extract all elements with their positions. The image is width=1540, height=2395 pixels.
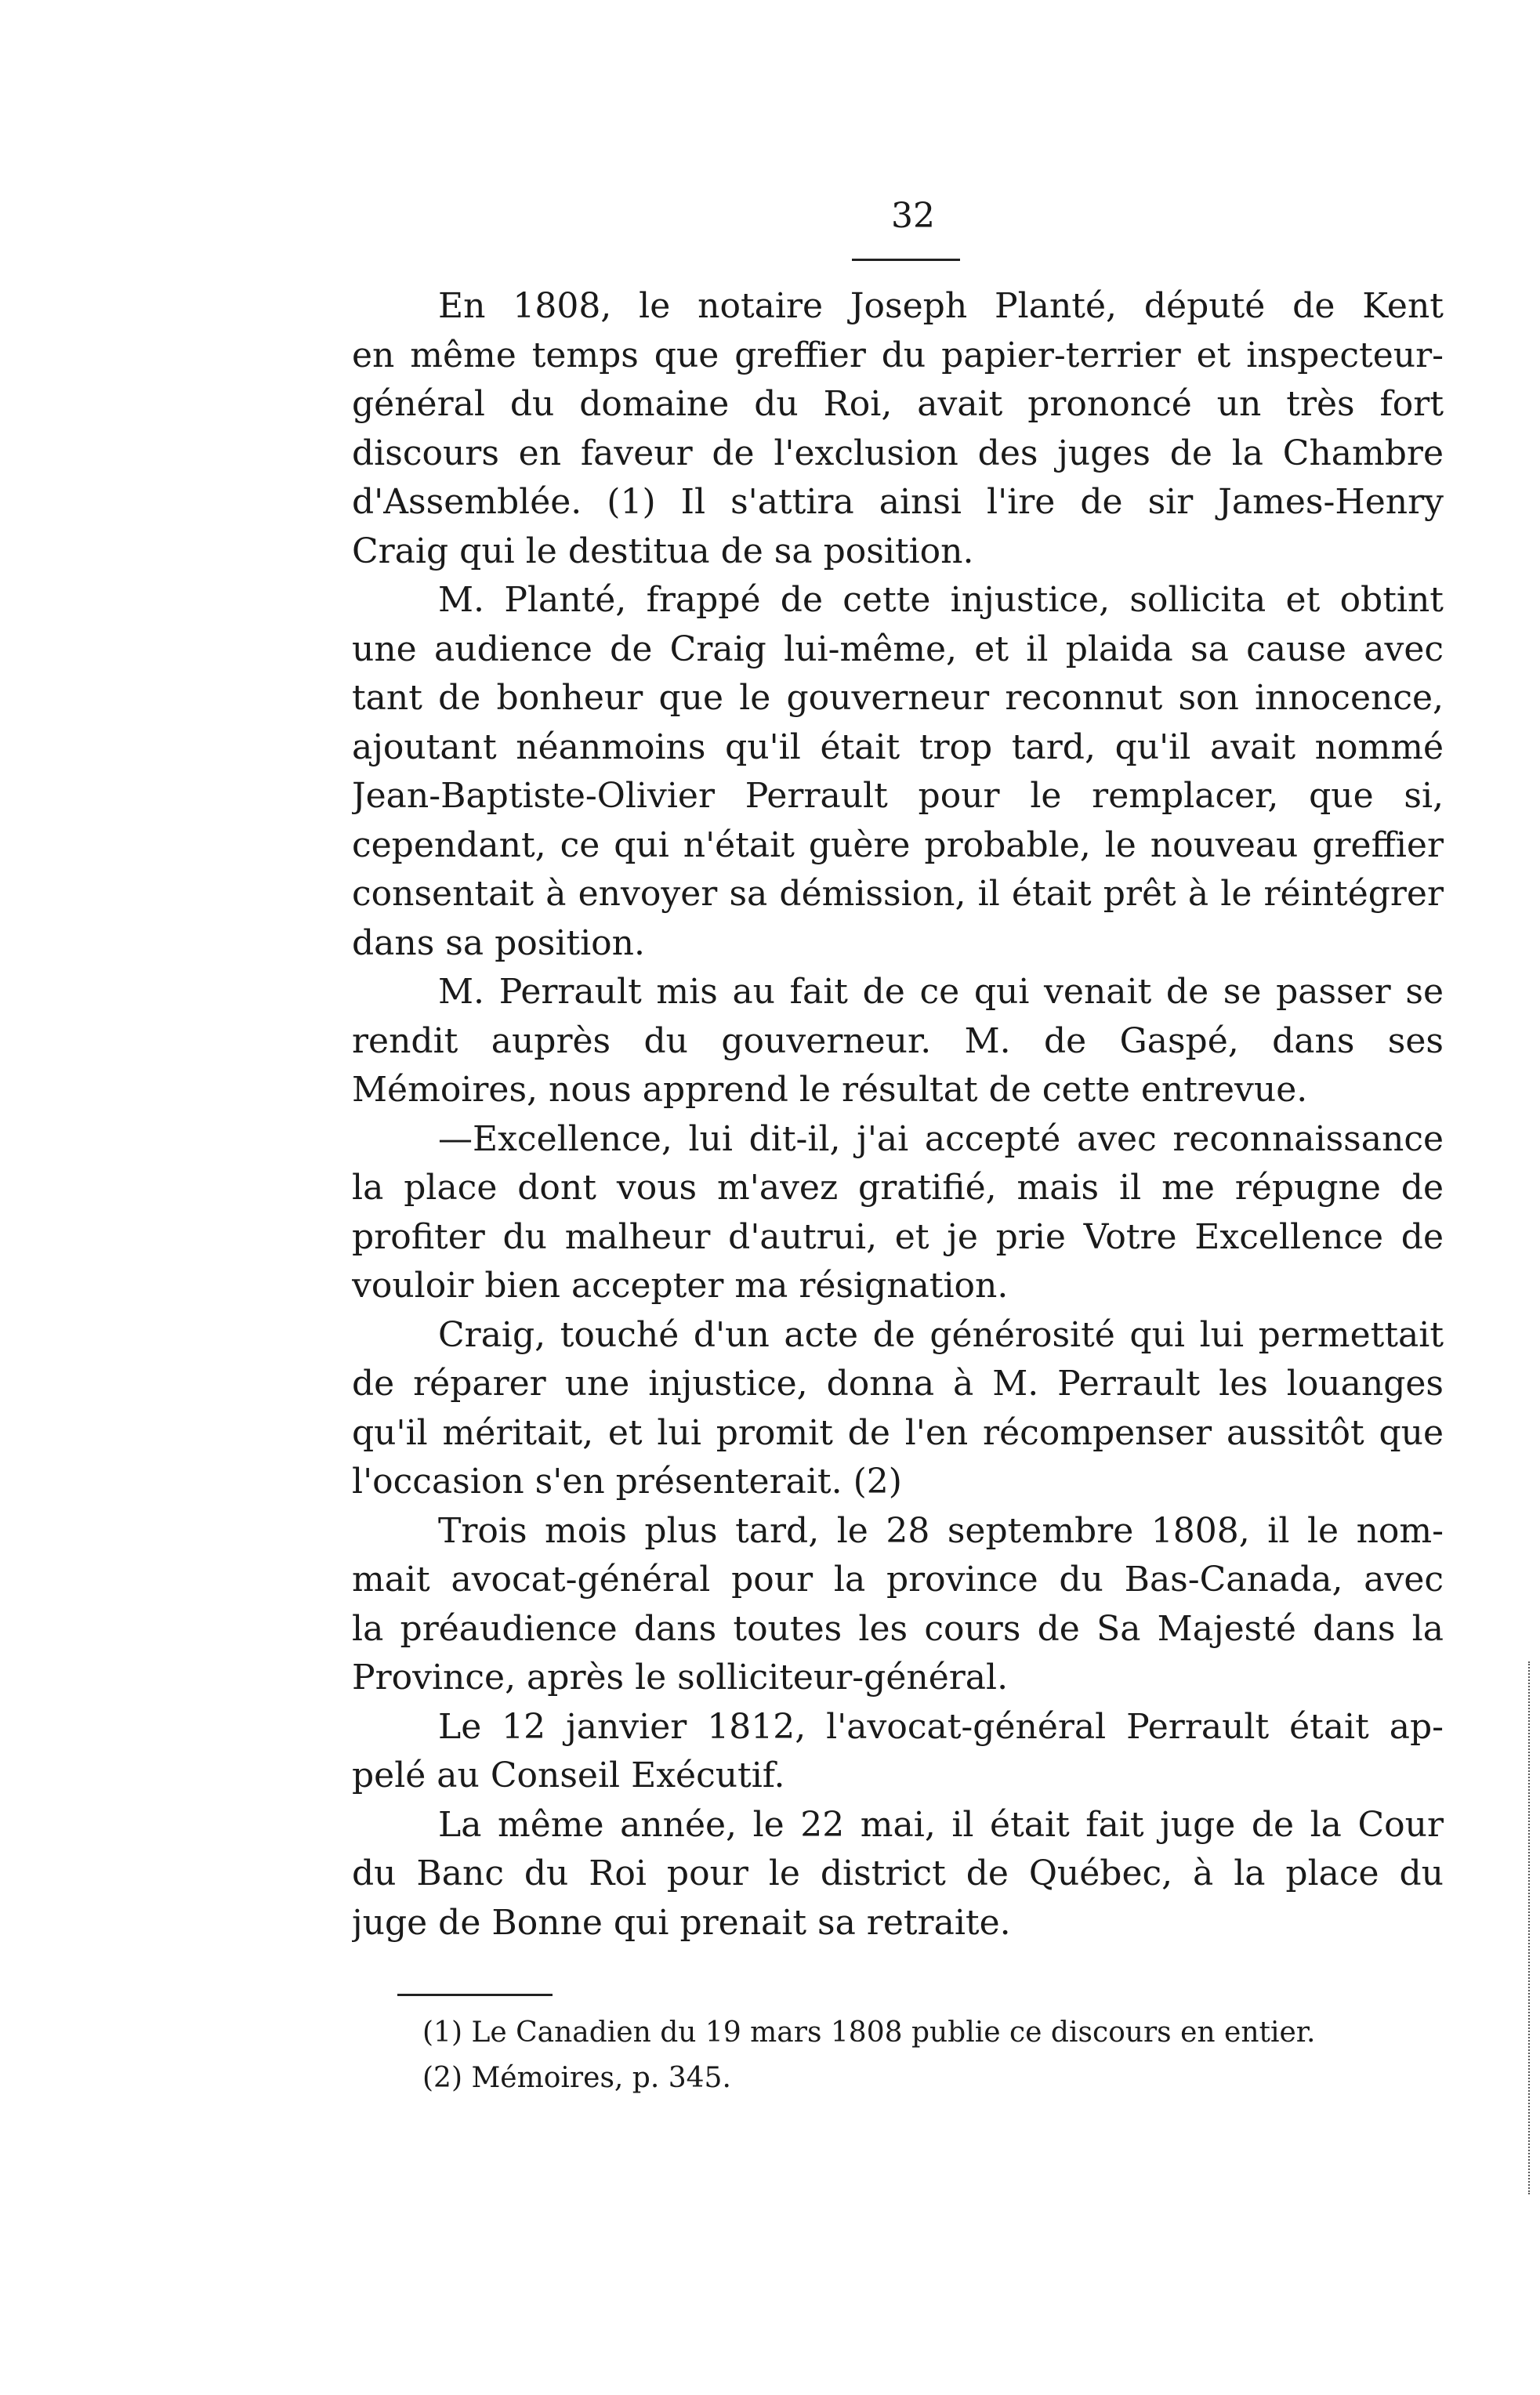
- text-line: juge de Bonne qui prenait sa retraite.: [352, 1902, 1011, 1943]
- text-line: une audience de Craig lui-même, et il plaida sa cause avec: [352, 629, 1444, 669]
- text-line: la place dont vous m'avez gratifié, mais il me répugne de: [352, 1168, 1444, 1208]
- text-line: ajoutant néanmoins qu'il était trop tard, qu'il avait nommé: [352, 726, 1444, 767]
- page-number: 32: [891, 196, 935, 236]
- text-line: de réparer une injustice, donna à M. Perrault les louanges: [352, 1364, 1444, 1404]
- text-line: Jean-Baptiste-Olivier Perrault pour le remplacer, que si,: [352, 776, 1444, 816]
- body-text: [352, 282, 1444, 1959]
- text-line: rendit auprès du gouverneur. M. de Gaspé, dans ses: [352, 1020, 1444, 1061]
- text-line: Mémoires, nous apprend le résultat de cette entrevue.: [352, 1070, 1308, 1110]
- scan-edge-marks: [1528, 1661, 1533, 2194]
- text-line: l'occasion s'en présenterait. (2): [352, 1462, 902, 1502]
- text-line: cependant, ce qui n'était guère probable, le nouveau greffier: [352, 824, 1444, 865]
- text-line: du Banc du Roi pour le district de Québec, à la place du: [352, 1853, 1444, 1893]
- text-line: consentait à envoyer sa démission, il était prêt à le réintégrer: [352, 874, 1444, 914]
- text-line: en même temps que greffier du papier-terrier et inspecteur-: [352, 335, 1444, 375]
- text-line: Craig, touché d'un acte de générosité qui lui permettait: [438, 1314, 1444, 1355]
- page-number-rule: [852, 259, 960, 261]
- text-line: La même année, le 22 mai, il était fait juge de la Cour: [438, 1804, 1444, 1845]
- text-line: discours en faveur de l'exclusion des juges de la Chambre: [352, 433, 1444, 473]
- text-line: d'Assemblée. (1) Il s'attira ainsi l'ire de sir James-Henry: [352, 482, 1444, 522]
- text-line: —Excellence, lui dit-il, j'ai accepté avec reconnaissance: [438, 1118, 1444, 1159]
- footnote-1: (1) Le Canadien du 19 mars 1808 publie ce discours en entier.: [422, 2016, 1316, 2049]
- text-line: qu'il méritait, et lui promit de l'en récompenser aussitôt que: [352, 1412, 1444, 1453]
- text-line: mait avocat-général pour la province du Bas-Canada, avec: [352, 1560, 1444, 1600]
- text-line: Province, après le solliciteur-général.: [352, 1658, 1009, 1698]
- footnotes: [422, 2010, 1410, 2101]
- text-line: M. Planté, frappé de cette injustice, sollicita et obtint: [438, 580, 1444, 620]
- footnote-2: (2) Mémoires, p. 345.: [422, 2062, 731, 2094]
- text-line: Trois mois plus tard, le 28 septembre 1808, il le nom-: [438, 1510, 1444, 1551]
- text-line: Craig qui le destitua de sa position.: [352, 531, 974, 571]
- footnote-rule: [397, 1994, 553, 1996]
- text-line: la préaudience dans toutes les cours de Sa Majesté dans la: [352, 1608, 1444, 1649]
- text-line: Le 12 janvier 1812, l'avocat-général Perrault était ap-: [438, 1706, 1444, 1747]
- text-line: profiter du malheur d'autrui, et je prie Votre Excellence de: [352, 1216, 1444, 1257]
- text-line: En 1808, le notaire Joseph Planté, député de Kent: [438, 286, 1444, 326]
- text-line: général du domaine du Roi, avait prononcé un très fort: [352, 384, 1444, 424]
- text-line: vouloir bien accepter ma résignation.: [352, 1266, 1009, 1306]
- text-line: dans sa position.: [352, 922, 645, 963]
- text-line: M. Perrault mis au fait de ce qui venait de se passer se: [438, 972, 1444, 1012]
- text-line: tant de bonheur que le gouverneur reconnut son innocence,: [352, 678, 1444, 718]
- text-line: pelé au Conseil Exécutif.: [352, 1755, 785, 1795]
